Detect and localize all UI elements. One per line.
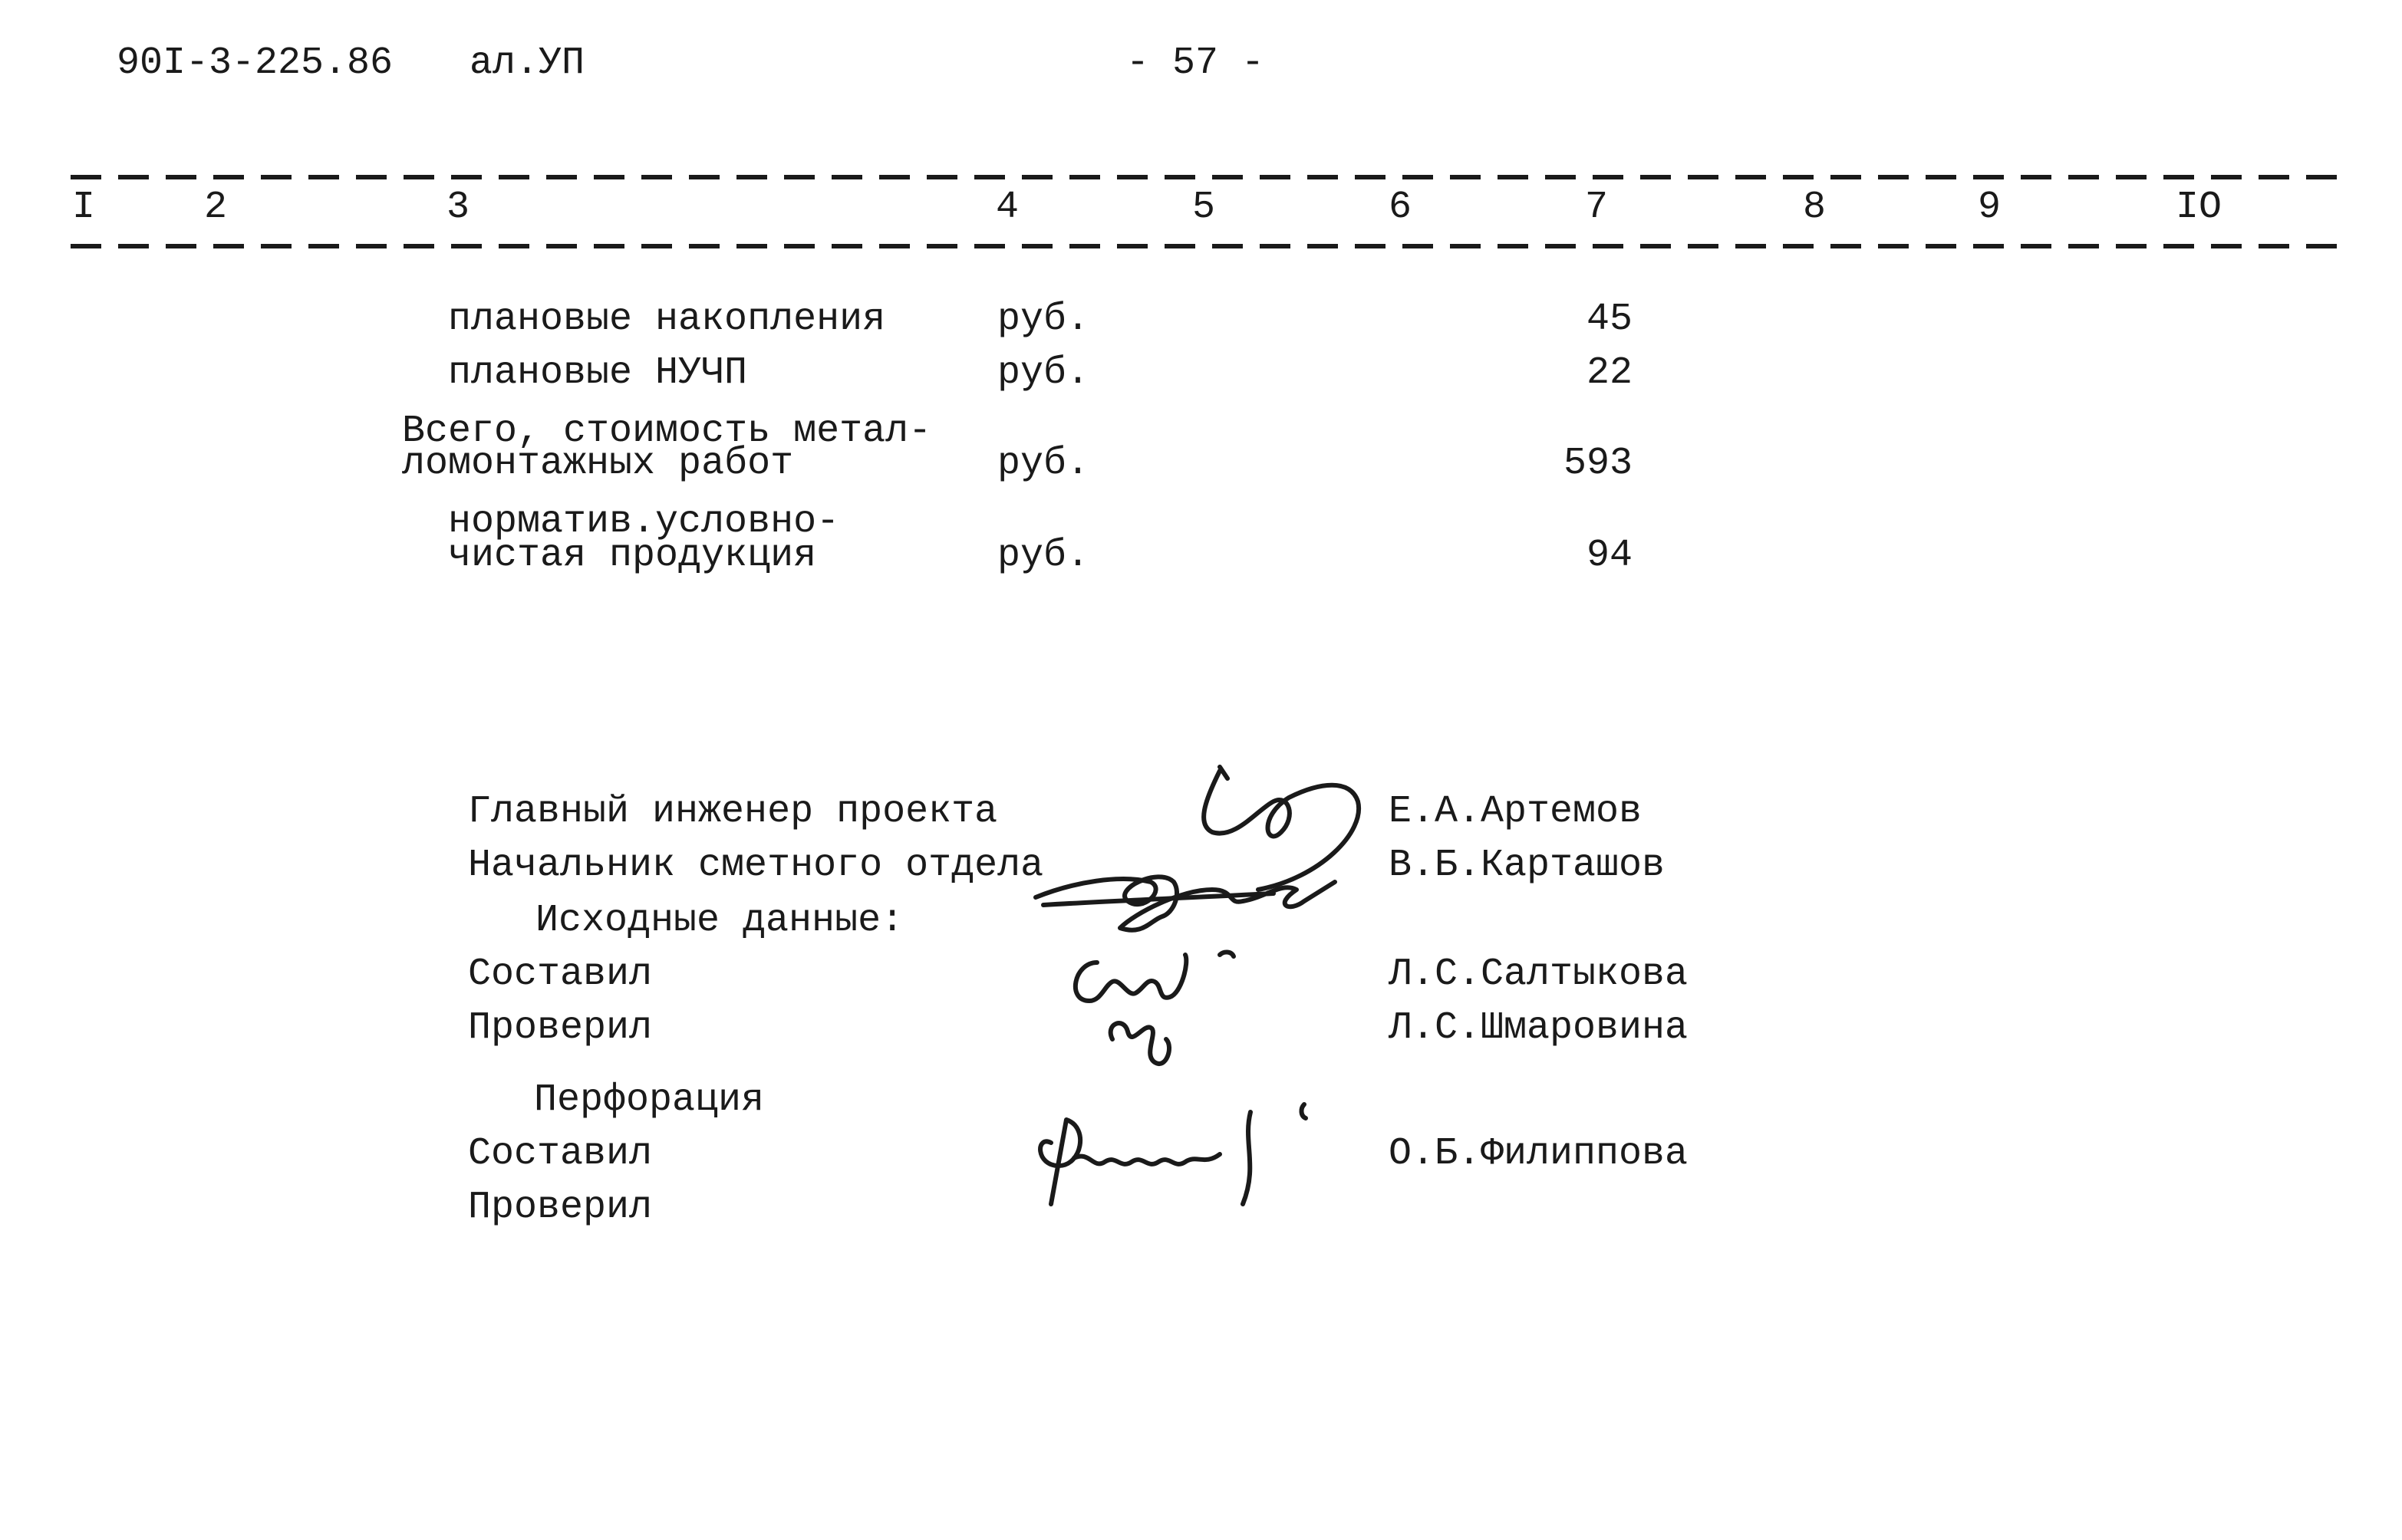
perforation-heading: Перфорация xyxy=(534,1078,765,1122)
album-label: ал.УП xyxy=(470,41,585,85)
row-unit: руб. xyxy=(997,298,1090,341)
checked-name: Л.С.Шмаровина xyxy=(1389,1006,1689,1050)
row-name-line2: ломонтажных работ xyxy=(402,442,794,485)
row-name-line1: норматив.условно- xyxy=(448,500,840,544)
checked-label: Проверил xyxy=(468,1186,653,1229)
table-header-dashed-rule xyxy=(71,244,2341,248)
compiled-name: Л.С.Салтыкова xyxy=(1389,953,1689,996)
row-name-line1: Всего, стоимость метал- xyxy=(402,410,932,453)
compiled-label: Составил xyxy=(468,1132,653,1176)
compiled-label: Составил xyxy=(468,953,653,996)
signature-saltykova-icon xyxy=(1059,939,1258,1081)
estimate-head-title: Начальник сметного отдела xyxy=(468,844,1044,887)
row-value: 45 xyxy=(1586,298,1633,341)
source-data-heading: Исходные данные: xyxy=(535,899,904,943)
column-header-10: IO xyxy=(2176,186,2222,229)
estimate-head-name: В.Б.Карташов xyxy=(1389,844,1666,887)
chief-engineer-title: Главный инженер проекта xyxy=(468,790,998,834)
column-header-5: 5 xyxy=(1192,186,1216,229)
row-name-line2: чистая продукция xyxy=(448,534,817,578)
signature-kartashov-icon xyxy=(1028,828,1381,947)
column-header-8: 8 xyxy=(1803,186,1827,229)
row-value: 94 xyxy=(1586,534,1633,578)
column-header-1: I xyxy=(72,186,96,229)
column-header-2: 2 xyxy=(204,186,228,229)
column-header-4: 4 xyxy=(996,186,1020,229)
page-number: - 57 - xyxy=(1126,41,1265,85)
row-unit: руб. xyxy=(997,351,1090,395)
row-name: плановые НУЧП xyxy=(448,351,748,395)
compiled-name: О.Б.Филиппова xyxy=(1389,1132,1689,1176)
row-unit: руб. xyxy=(997,534,1090,578)
checked-label: Проверил xyxy=(468,1006,653,1050)
row-value: 593 xyxy=(1563,442,1633,485)
column-header-9: 9 xyxy=(1978,186,2002,229)
chief-engineer-name: Е.А.Артемов xyxy=(1389,790,1643,834)
row-name: плановые накопления xyxy=(448,298,886,341)
column-header-7: 7 xyxy=(1585,186,1609,229)
row-unit: руб. xyxy=(997,442,1090,485)
table-top-dashed-rule xyxy=(71,175,2341,179)
document-code: 90I-3-225.86 xyxy=(117,41,394,85)
signature-filippova-icon xyxy=(1020,1097,1327,1223)
column-header-3: 3 xyxy=(446,186,470,229)
column-header-6: 6 xyxy=(1389,186,1412,229)
row-value: 22 xyxy=(1586,351,1633,395)
